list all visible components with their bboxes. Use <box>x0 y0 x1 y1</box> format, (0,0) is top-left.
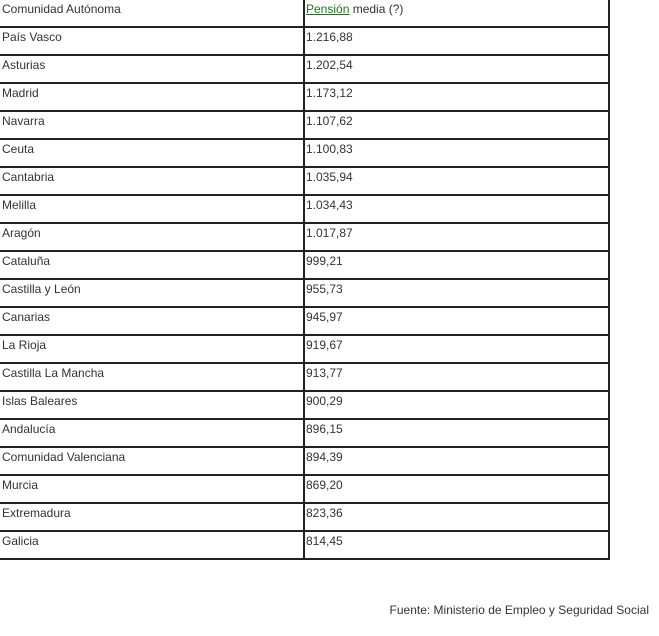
table-header-row <box>0 0 609 27</box>
pension-value-cell: 999,21 <box>304 251 609 279</box>
table-body <box>0 27 609 559</box>
pension-value-cell: 1.173,12 <box>304 83 609 111</box>
table-row <box>0 419 609 447</box>
region-cell: Islas Baleares <box>0 391 304 419</box>
region-cell: Extremadura <box>0 503 304 531</box>
region-cell: Cataluña <box>0 251 304 279</box>
table-row <box>0 279 609 307</box>
table-row <box>0 475 609 503</box>
region-cell: Madrid <box>0 83 304 111</box>
region-cell: Aragón <box>0 223 304 251</box>
pension-value-cell: 1.017,87 <box>304 223 609 251</box>
pension-value-cell: 945,97 <box>304 307 609 335</box>
region-cell: Castilla y León <box>0 279 304 307</box>
column-header-region <box>0 0 304 27</box>
pension-value-cell: 913,77 <box>304 363 609 391</box>
table-row <box>0 139 609 167</box>
column-header-pension-label: media (?) <box>349 2 404 16</box>
table-row <box>0 335 609 363</box>
table-row <box>0 55 609 83</box>
pension-value-cell: 1.100,83 <box>304 139 609 167</box>
pension-link[interactable]: Pensión <box>306 2 350 16</box>
region-cell: Andalucía <box>0 419 304 447</box>
source-note: Fuente: Ministerio de Empleo y Seguridad Social <box>389 603 649 617</box>
table-row <box>0 363 609 391</box>
column-header-region-label: Comunidad Autónoma <box>2 2 121 16</box>
pension-value-cell: 1.034,43 <box>304 195 609 223</box>
pension-value-cell: 823,36 <box>304 503 609 531</box>
pension-value-cell: 896,15 <box>304 419 609 447</box>
pension-value-cell: 955,73 <box>304 279 609 307</box>
pension-value-cell: 900,29 <box>304 391 609 419</box>
pension-value-cell: 1.202,54 <box>304 55 609 83</box>
region-cell: Galicia <box>0 531 304 559</box>
pension-value-cell: 814,45 <box>304 531 609 559</box>
region-cell: Ceuta <box>0 139 304 167</box>
table-row <box>0 531 609 559</box>
pension-value-cell: 869,20 <box>304 475 609 503</box>
table-row <box>0 307 609 335</box>
pension-value-cell: 1.216,88 <box>304 27 609 55</box>
region-cell: Castilla La Mancha <box>0 363 304 391</box>
region-cell: Asturias <box>0 55 304 83</box>
region-cell: La Rioja <box>0 335 304 363</box>
region-cell: Murcia <box>0 475 304 503</box>
table-row <box>0 503 609 531</box>
region-cell: Navarra <box>0 111 304 139</box>
table-row <box>0 447 609 475</box>
pension-value-cell: 1.107,62 <box>304 111 609 139</box>
table-row <box>0 83 609 111</box>
region-cell: Cantabria <box>0 167 304 195</box>
table-row <box>0 167 609 195</box>
region-cell: Melilla <box>0 195 304 223</box>
pension-value-cell: 919,67 <box>304 335 609 363</box>
region-cell: País Vasco <box>0 27 304 55</box>
pension-value-cell: 1.035,94 <box>304 167 609 195</box>
region-cell: Comunidad Valenciana <box>0 447 304 475</box>
region-cell: Canarias <box>0 307 304 335</box>
table-row <box>0 223 609 251</box>
pension-value-cell: 894,39 <box>304 447 609 475</box>
table-row <box>0 111 609 139</box>
table-row <box>0 27 609 55</box>
table-row <box>0 251 609 279</box>
column-header-pension <box>304 0 609 27</box>
table-row <box>0 391 609 419</box>
table-row <box>0 195 609 223</box>
